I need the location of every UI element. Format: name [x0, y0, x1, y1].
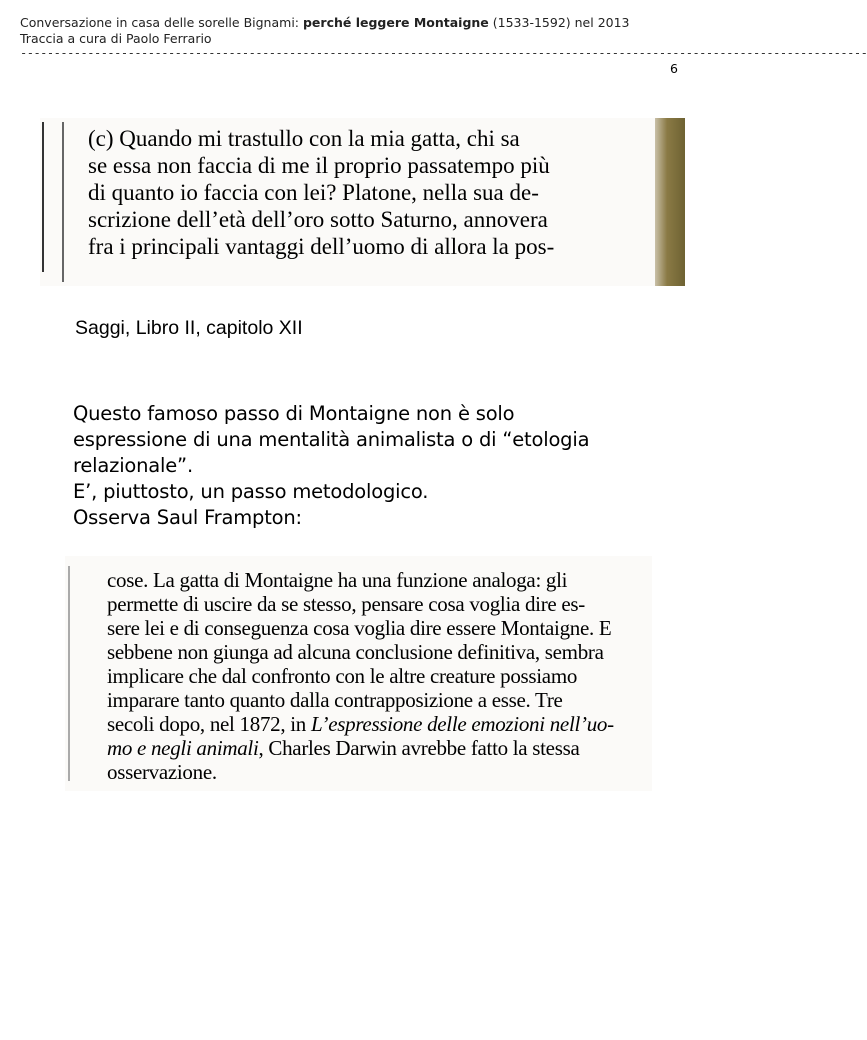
- scan-line: fra i principali vantaggi dell’uomo di allora la pos-: [88, 234, 555, 259]
- scan-margin-line: [62, 122, 64, 282]
- scan-text: , Charles Darwin avrebbe fatto la stessa: [258, 736, 580, 760]
- scan-margin-line: [42, 122, 44, 272]
- header-title: [20, 15, 630, 30]
- scan-line: [107, 736, 579, 760]
- scan-margin-line: [68, 566, 70, 781]
- scan-line: permette di uscire da se stesso, pensare cosa voglia dire es-: [107, 592, 585, 616]
- header-author: Traccia a cura di Paolo Ferrario: [20, 31, 212, 46]
- scan-page-edge: [655, 118, 685, 286]
- header-text: Conversazione in casa delle sorelle Bignami:: [20, 15, 303, 30]
- header-bold-title: perché leggere Montaigne: [302, 15, 489, 30]
- scan-line: imparare tanto quanto dalla contrapposizione a esse. Tre: [107, 688, 563, 712]
- page-number: 6: [670, 61, 678, 76]
- scan-line: cose. La gatta di Montaigne ha una funzione analoga: gli: [107, 568, 568, 592]
- scan-line: scrizione dell’età dell’oro sotto Saturno, annovera: [88, 207, 548, 232]
- scan-line: implicare che dal confronto con le altre creature possiamo: [107, 664, 578, 688]
- scanned-excerpt-montaigne: [40, 118, 685, 286]
- caption: Saggi, Libro II, capitolo XII: [75, 317, 303, 339]
- book-title: L’espressione delle emozioni nell’uo-: [310, 712, 614, 736]
- scan-line: sebbene non giunga ad alcuna conclusione definitiva, sembra: [107, 640, 604, 664]
- paragraph-line: E’, piuttosto, un passo metodologico.: [73, 480, 429, 503]
- scan-line: osservazione.: [107, 760, 217, 784]
- book-title: mo e negli animali: [107, 736, 259, 760]
- paragraph-line: espressione di una mentalità animalista o di “etologia: [73, 428, 590, 451]
- scan-line: se essa non faccia di me il proprio passatempo più: [88, 153, 550, 178]
- header-separator: ------------------------------------------------------------------------------------------------------------------------------: [20, 46, 867, 60]
- scan-line: sere lei e di conseguenza cosa voglia dire essere Montaigne. E: [107, 616, 612, 640]
- scan-line: di quanto io faccia con lei? Platone, nella sua de-: [88, 180, 539, 205]
- paragraph-line: Questo famoso passo di Montaigne non è solo: [73, 402, 515, 425]
- paragraph-line: Osserva Saul Frampton:: [73, 506, 302, 529]
- header-dates: (1533-1592) nel 2013: [488, 15, 630, 30]
- scan-line: [107, 712, 614, 736]
- scan-text: secoli dopo, nel 1872, in: [107, 712, 311, 736]
- scanned-excerpt-frampton: [65, 556, 652, 791]
- paragraph-line: relazionale”.: [73, 454, 193, 477]
- scan-line: (c) Quando mi trastullo con la mia gatta, chi sa: [88, 126, 520, 151]
